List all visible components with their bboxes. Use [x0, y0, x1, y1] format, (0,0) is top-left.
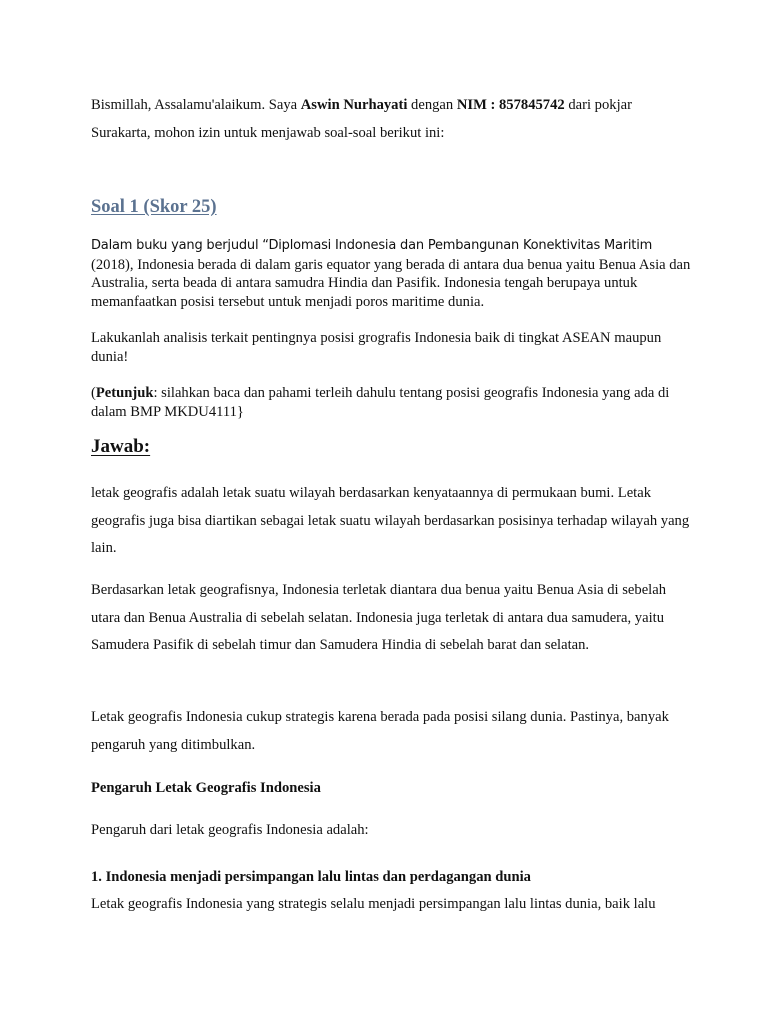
answer-point-1-text: Letak geografis Indonesia yang strategis selalu menjadi persimpangan lalu lintas dunia, baik lalu: [91, 896, 656, 912]
answer-point-1-heading: 1. Indonesia menjadi persimpangan lalu lintas dan perdagangan dunia: [91, 869, 531, 885]
hint-label: Petunjuk: [95, 385, 154, 401]
question-paragraph-1-first-line: Dalam buku yang berjudul “Diplomasi Indonesia dan Pembangunan Konektivitas Maritim: [91, 238, 653, 253]
answer-paragraph-1: letak geografis adalah letak suatu wilayah berdasarkan kenyataannya di permukaan bumi. Letak geografis juga bisa diartikan sebagai letak suatu wilayah berdasarkan posisinya terhadap wilayah yang lain.: [91, 485, 690, 556]
question-heading: Soal 1 (Skor 25): [91, 197, 217, 217]
intro-rest: dari pokjar: [564, 97, 632, 113]
question-hint: [91, 384, 691, 421]
answer-paragraph-2: Berdasarkan letak geografisnya, Indonesia terletak diantara dua benua yaitu Benua Asia di sebelah utara dan Benua Australia di sebelah selatan. Indonesia juga terletak di antara dua samudera, yaitu Samudera Pasifik di sebelah timur dan Samudera Hindia di sebelah barat dan selatan.: [91, 582, 667, 653]
answer-paragraph-3: Letak geografis Indonesia cukup strategis karena berada pada posisi silang dunia. Pastinya, banyak pengaruh yang ditimbulkan.: [91, 709, 669, 753]
student-name: Aswin Nurhayati: [300, 97, 408, 113]
intro-greeting: Bismillah, Assalamu'alaikum. Saya: [91, 97, 301, 113]
question-paragraph-2: Lakukanlah analisis terkait pentingnya posisi grografis Indonesia baik di tingkat ASEAN maupun dunia!: [91, 330, 662, 365]
intro-line2: Surakarta, mohon izin untuk menjawab soal-soal berikut ini:: [91, 125, 445, 141]
question-paragraph-1: [91, 236, 691, 311]
hint-open: (: [91, 385, 96, 401]
intro-mid: dengan: [407, 97, 457, 113]
answer-paragraph-4: Pengaruh dari letak geografis Indonesia adalah:: [91, 822, 369, 838]
intro-paragraph: [91, 91, 691, 147]
student-nim: NIM : 857845742: [456, 97, 565, 113]
hint-text: : silahkan baca dan pahami terleih dahulu tentang posisi geografis Indonesia yang ada di dalam BMP MKDU4111}: [91, 385, 670, 420]
answer-subheading: Pengaruh Letak Geografis Indonesia: [91, 780, 321, 796]
question-paragraph-1-rest: (2018), Indonesia berada di dalam garis equator yang berada di antara dua benua yaitu Benua Asia dan Australia, serta beada di antara samudra Hindia dan Pasifik. Indonesia tengah berupaya untuk memanfaatkan posisi tersebut untuk menjadi poros maritime dunia.: [91, 256, 691, 310]
answer-heading: Jawab:: [91, 436, 151, 457]
